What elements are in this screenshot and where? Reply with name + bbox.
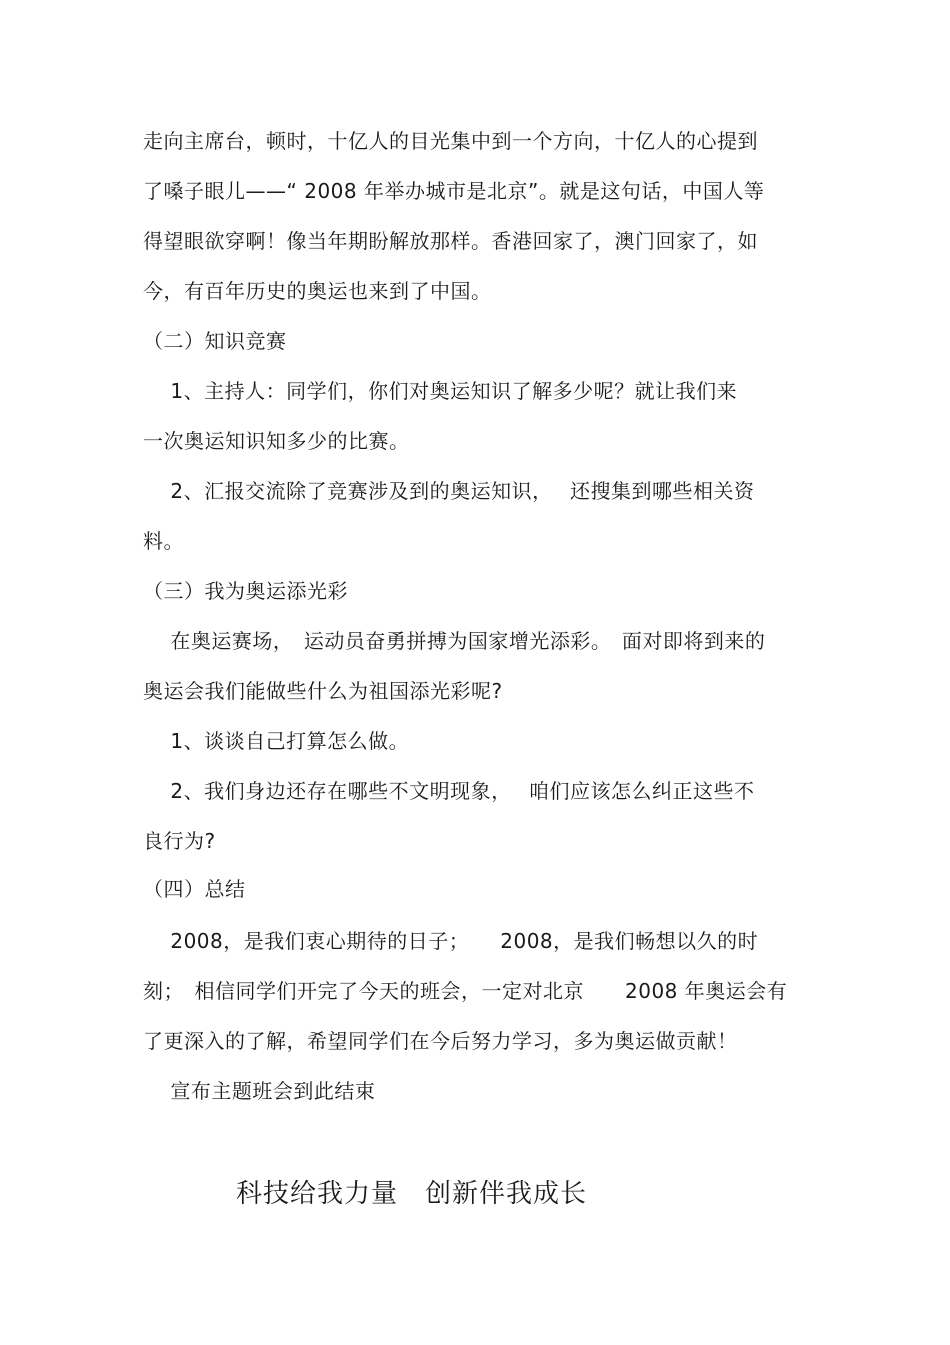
paragraph-line: 良行为? <box>143 829 216 853</box>
document-title: 科技给我力量 创新伴我成长 <box>236 1179 588 1209</box>
paragraph-line: 2、汇报交流除了竞赛涉及到的奥运知识， 还搜集到哪些相关资 <box>143 479 755 503</box>
paragraph-line: 料。 <box>143 529 184 553</box>
paragraph-line: 走向主席台，顿时，十亿人的目光集中到一个方向，十亿人的心提到 <box>143 129 758 153</box>
section-heading: （二）知识竞赛 <box>143 329 287 353</box>
paragraph-line: 得望眼欲穿啊！像当年期盼解放那样。香港回家了，澳门回家了，如 <box>143 229 758 253</box>
paragraph-line: 今，有百年历史的奥运也来到了中国。 <box>143 279 492 303</box>
paragraph-line: 宣布主题班会到此结束 <box>143 1079 376 1103</box>
paragraph-line: 了嗓子眼儿——“ 2008 年举办城市是北京”。就是这句话，中国人等 <box>143 179 765 203</box>
paragraph-line: 1、主持人：同学们，你们对奥运知识了解多少呢？就让我们来 <box>143 379 738 403</box>
paragraph-line: 在奥运赛场， 运动员奋勇拼搏为国家增光添彩。 面对即将到来的 <box>143 629 766 653</box>
paragraph-line: 了更深入的了解，希望同学们在今后努力学习，多为奥运做贡献！ <box>143 1029 738 1053</box>
paragraph-line: 刻； 相信同学们开完了今天的班会，一定对北京 2008 年奥运会有 <box>143 979 788 1003</box>
section-heading: （四）总结 <box>143 877 246 901</box>
paragraph-line: 奥运会我们能做些什么为祖国添光彩呢? <box>143 679 503 703</box>
paragraph-line: 2008，是我们衷心期待的日子； 2008，是我们畅想以久的时 <box>143 929 759 953</box>
paragraph-line: 一次奥运知识知多少的比赛。 <box>143 429 410 453</box>
section-heading: （三）我为奥运添光彩 <box>143 579 348 603</box>
paragraph-line: 1、谈谈自己打算怎么做。 <box>143 729 410 753</box>
paragraph-line: 2、我们身边还存在哪些不文明现象， 咱们应该怎么纠正这些不 <box>143 779 755 803</box>
